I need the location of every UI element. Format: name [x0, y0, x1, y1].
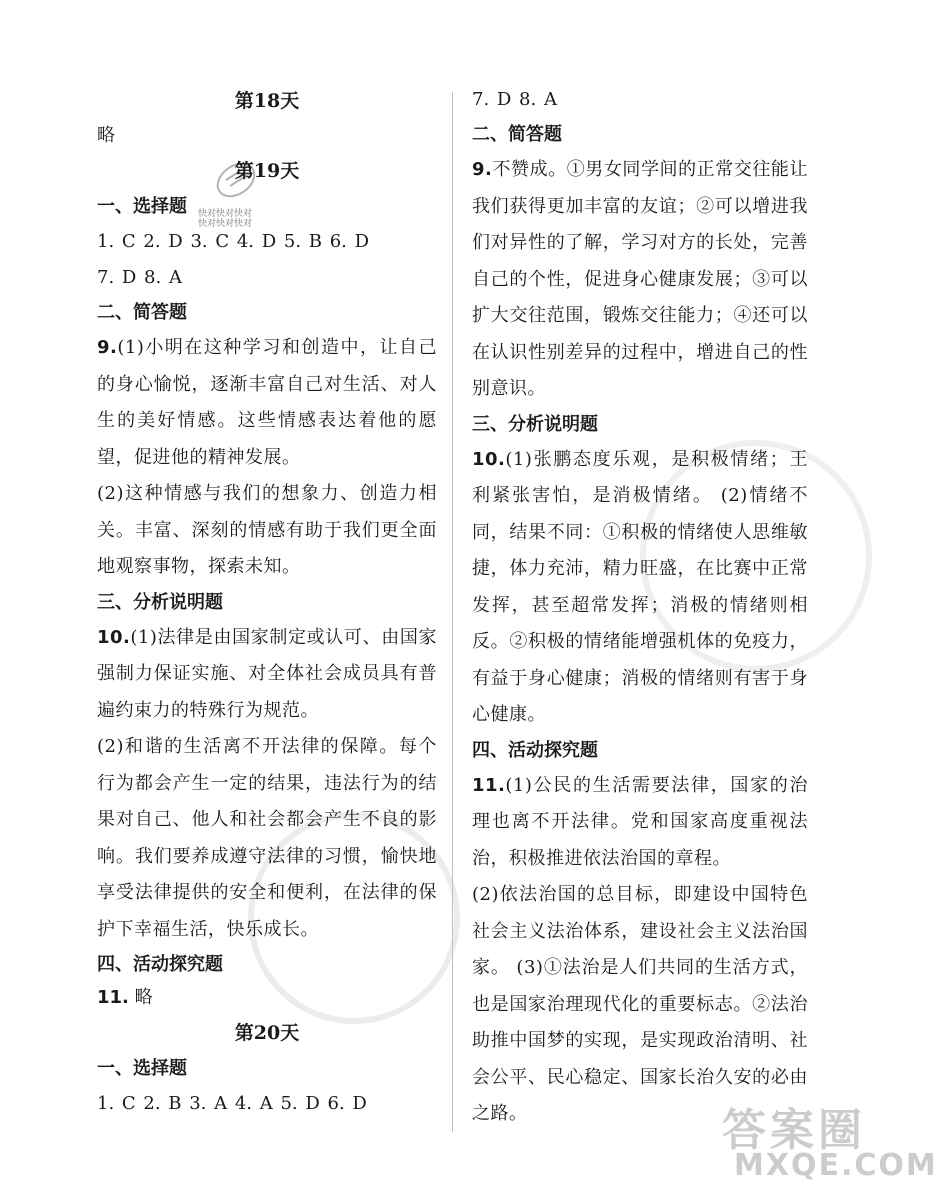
day19-q10-part2: (2)和谐的生活离不开法律的保障。每个行为都会产生一定的结果，违法行为的结果对自己、他人和社会都会产生不良的影响。我们要养成遵守法律的习惯，愉快地享受法律提供的安全和便利，在法律的保护下幸福生活，快乐成长。	[97, 736, 437, 940]
day20-q10	[472, 442, 808, 734]
right-column	[472, 82, 808, 1133]
answer-text: 不赞成。①男女同学间的正常交往能让我们获得更加丰富的友谊；②可以增进我们对异性的了解，学习对方的长处，完善自己的个性，促进身心健康发展；③可以扩大交往范围，锻炼交往能力；④还可以在认识性别差异的过程中，增进自己的性别意识。	[472, 159, 808, 399]
watermark-url-text: MXQE.COM	[734, 1148, 938, 1183]
answer-text: (1)小明在这种学习和创造中，让自己的身心愉悦，逐渐丰富自己对生活、对人生的美好情感。这些情感表达着他的愿望，促进他的精神发展。	[97, 337, 437, 468]
day19-choice-answers-2: 7. D 8. A	[97, 267, 182, 288]
day20-choice-answers-2: 7. D 8. A	[472, 89, 557, 110]
answer-text: (1)张鹏态度乐观，是积极情绪；王利紧张害怕，是消极情绪。 (2)情绪不同，结果不同：①积极的情绪使人思维敏捷，体力充沛，精力旺盛，在比赛中正常发挥，甚至超常发挥；消极的情绪则相反。②积极的情绪能增强机体的免疫力，有益于身心健康；消极的情绪则有害于身心健康。	[472, 448, 808, 725]
answer-text: (1)公民的生活需要法律，国家的治理也离不开法律。党和国家高度重视法治，积极推进依法治国的章程。	[472, 774, 808, 869]
question-number: 10.	[472, 448, 506, 470]
day18-title: 第18天	[234, 90, 300, 112]
answer-text: 略	[134, 987, 153, 1008]
question-number: 10.	[97, 626, 131, 648]
day19-title: 第19天	[234, 160, 300, 182]
day19-section-activity: 四、活动探究题	[97, 954, 223, 975]
day20-section-activity: 四、活动探究题	[472, 739, 598, 761]
day19-section-analysis: 三、分析说明题	[97, 591, 223, 613]
left-column	[97, 82, 437, 1122]
question-number: 11.	[472, 774, 506, 796]
day19-q9-part2: (2)这种情感与我们的想象力、创造力相关。丰富、深刻的情感有助于我们更全面地观察事物，探索未知。	[97, 483, 437, 577]
day20-section-analysis: 三、分析说明题	[472, 413, 598, 435]
question-number: 9.	[97, 337, 118, 358]
day19-q9-part1	[97, 330, 437, 476]
day19-section-short: 二、简答题	[97, 302, 187, 323]
stamp-text-2: 快对快对快对	[198, 219, 253, 229]
watermark-logo-text: 答案圈	[722, 1105, 866, 1156]
question-number: 9.	[472, 159, 493, 180]
day20-q9	[472, 152, 808, 408]
day20-section-short: 二、简答题	[472, 124, 562, 145]
day20-q11-part1	[472, 768, 808, 878]
stamp-text: 快对快对快对	[198, 209, 253, 219]
day20-section-choice: 一、选择题	[97, 1058, 187, 1079]
day19-section-choice: 一、选择题	[97, 196, 187, 217]
day20-q11-part2: (2)依法治国的总目标，即建设中国特色社会主义法治体系，建设社会主义法治国家。 (3)①法治是人们共同的生活方式，也是国家治理现代化的重要标志。②法治助推中国梦的实现，是实现政治清明、社会公平、民心稳定、国家长治久安的必由之路。	[472, 884, 808, 1124]
day20-title: 第20天	[234, 1022, 300, 1044]
day19-q10-part1	[97, 620, 437, 730]
column-divider	[452, 92, 453, 1132]
day18-answer: 略	[97, 125, 115, 146]
question-number: 11.	[97, 987, 129, 1008]
day19-choice-answers-1: 1. C 2. D 3. C 4. D 5. B 6. D	[97, 231, 370, 252]
mxqe-watermark-logo	[718, 1090, 938, 1190]
answer-text: (1)法律是由国家制定或认可、由国家强制力保证实施、对全体社会成员具有普遍约束力的特殊行为规范。	[97, 626, 437, 721]
day20-choice-answers-1: 1. C 2. B 3. A 4. A 5. D 6. D	[97, 1093, 367, 1114]
day19-q11	[97, 982, 437, 1014]
